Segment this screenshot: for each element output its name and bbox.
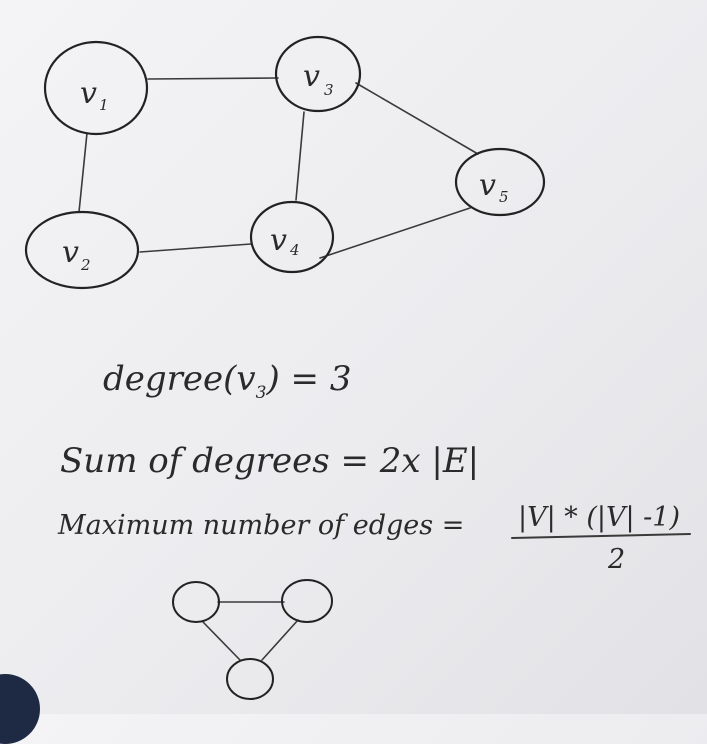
edge-v3-v5	[356, 83, 478, 154]
node-v3-sub: 3	[324, 81, 334, 99]
node-v4-label: v	[270, 223, 287, 258]
edge-v4-v5	[320, 208, 470, 258]
edge-v2-v4	[140, 244, 251, 252]
sum-of-degrees-formula: Sum of degrees = 2x |E|	[60, 441, 480, 481]
node-v2-label: v	[62, 235, 79, 270]
edge-v1-v3	[148, 78, 278, 79]
node-v5-label: v	[479, 168, 496, 203]
max-edges-denominator: 2	[608, 544, 626, 575]
triangle-node-a	[173, 582, 219, 622]
triangle-node-b	[282, 580, 332, 622]
node-v2-sub: 2	[81, 256, 91, 274]
fraction-bar	[512, 534, 690, 538]
node-v3	[276, 37, 360, 111]
degree-sub: 3	[255, 383, 267, 403]
triangle-edge-ac	[203, 622, 240, 660]
max-edges-formula	[57, 502, 690, 575]
degree-rhs: ) = 3	[266, 359, 352, 399]
svg-text:degree(v3) = 3	[103, 359, 351, 403]
node-v2	[26, 212, 138, 288]
degree-formula	[103, 359, 351, 403]
triangle-edge-bc	[262, 620, 298, 660]
max-edges-numerator: |V| * (|V| -1)	[518, 502, 680, 533]
node-v3-label: v	[303, 59, 320, 94]
edge-v1-v2	[79, 133, 87, 212]
max-edges-lhs: Maximum number of edges =	[58, 510, 465, 541]
triangle-node-c	[227, 659, 273, 699]
edge-v3-v4	[296, 112, 304, 200]
node-v4	[251, 202, 333, 272]
node-v4-sub: 4	[290, 241, 300, 259]
node-v5	[456, 149, 544, 215]
triangle-example	[173, 580, 332, 699]
degree-lhs: degree(v	[103, 359, 256, 399]
graph-nodes	[26, 37, 544, 288]
node-v5-sub: 5	[499, 188, 509, 206]
node-v1	[45, 42, 147, 134]
node-v1-sub: 1	[99, 96, 109, 114]
node-v1-label: v	[80, 76, 97, 111]
